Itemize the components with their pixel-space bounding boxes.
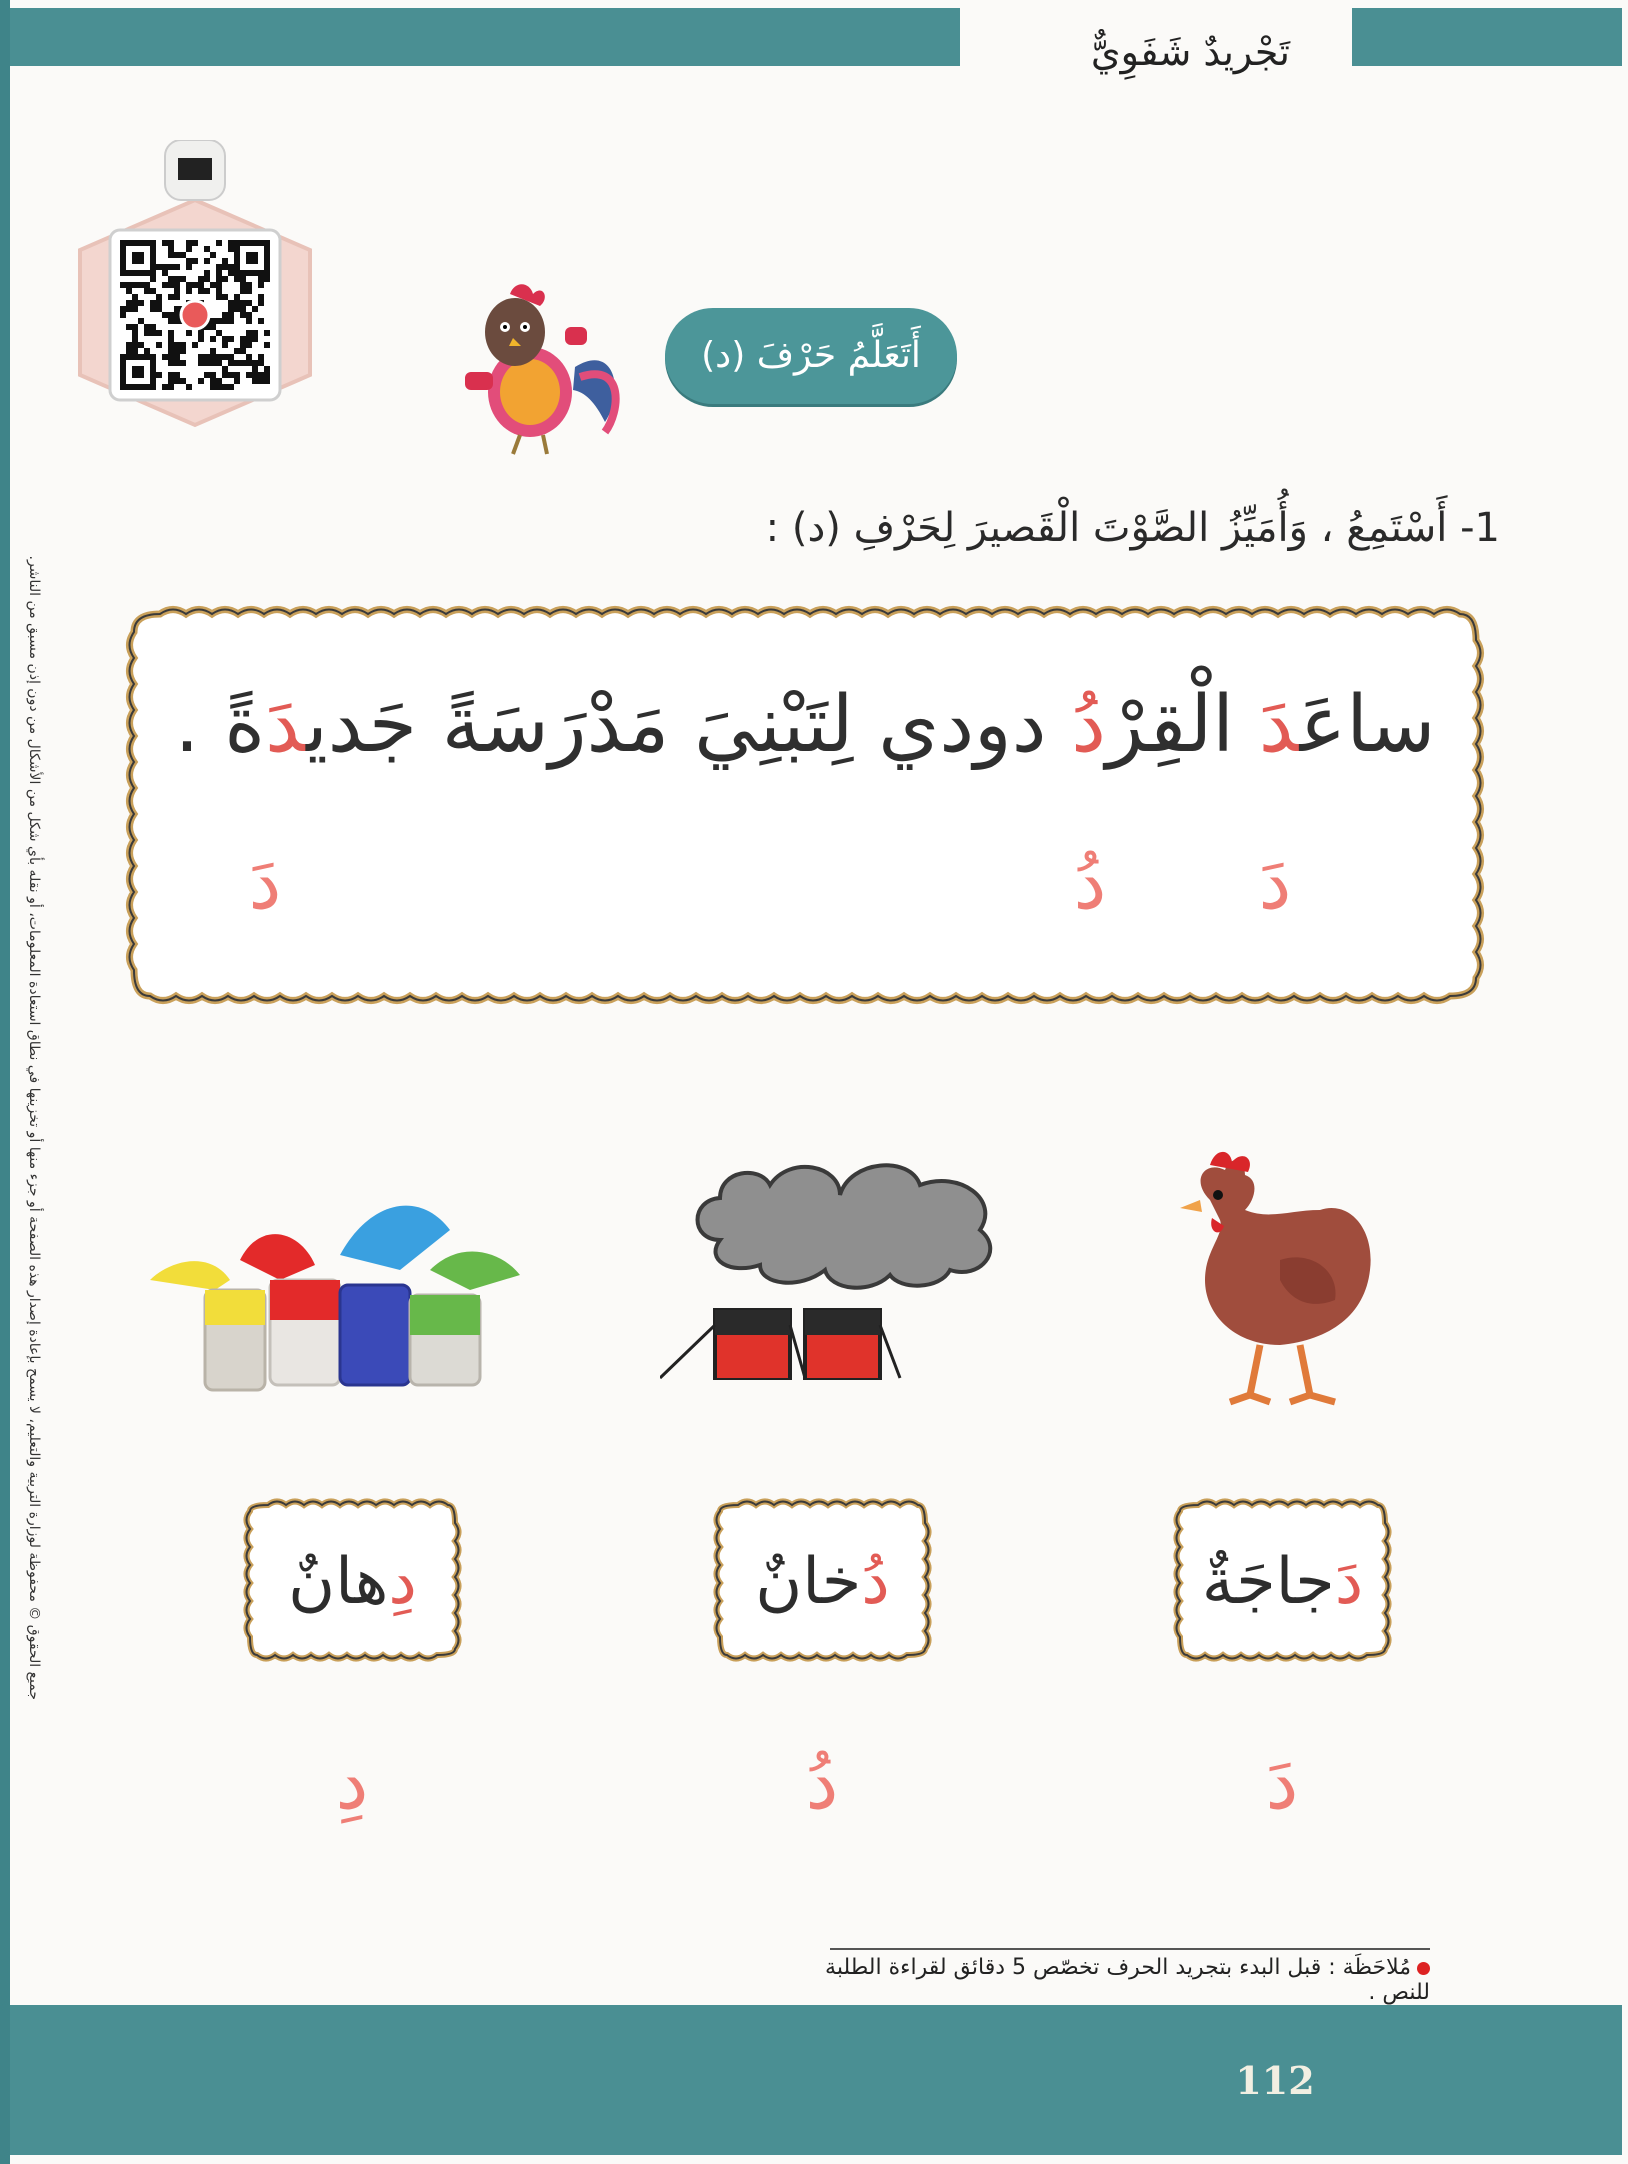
rooster-mascot-illustration [455,272,630,457]
sentence-part: سا [1346,680,1436,770]
word-rest: جاجَةٌ [1201,1545,1335,1619]
copyright-side-text [18,500,44,1700]
header-bar-right [1352,8,1622,66]
sentence-part: دودي لِتَبْنِيَ مَدْرَسَةً جَدي [306,680,1072,770]
teacher-note [820,1955,1430,2005]
page-number: 112 [1235,2058,1315,2103]
header-bar-left [10,8,960,66]
bullet-icon [1417,1962,1430,1975]
word-rest: خانٌ [755,1545,862,1619]
footer-bar [10,2005,1622,2155]
word-first-letter: دَ [1334,1545,1364,1619]
reading-sentence [160,680,1450,770]
sentence-part: ةً . [174,680,266,770]
highlighted-letter: دَ [1258,680,1300,770]
page-title: تَجْريدٌ شَفَوِيٌّ [1090,30,1290,74]
lesson-title-label: أَتَعَلَّمُ حَرْفَ (د) [701,335,921,376]
note-text: مُلاحَظَة : قبل البدء بتجريد الحرف تخصّص 5 دقائق لقراءة الطلبة للنص . [825,1955,1430,2005]
note-divider [830,1948,1430,1950]
word-smoke [710,1545,935,1619]
word-letter-marker: دُ [805,1740,839,1826]
word-rest: هانٌ [288,1545,389,1619]
side-strip [0,0,10,2164]
sentence-part: الْقِرْ [1105,680,1259,770]
qr-code-badge[interactable] [60,140,330,430]
paint-cans-illustration [130,1170,540,1400]
hen-illustration [1150,1140,1390,1420]
sentence-frame [120,600,1490,1010]
copyright-text: جميع الحقوق © محفوظة لوزارة التربية والتعليم، لا يسمح بإعادة إصدار هذه الصفحة أو جزء منها أو تخزينها في نطاق استعادة المعلومات، أو نقله بأي شكل من الأشكال من دون إذن مسبق من الناشر. [26,555,42,1700]
word-hen [1170,1545,1395,1619]
sentence-part: عَ [1299,680,1347,770]
smoke-chimneys-illustration [660,1150,1010,1380]
word-first-letter: دِ [388,1545,417,1619]
sentence-letter-marker: دَ [1258,840,1292,926]
highlighted-letter: دُ [1071,680,1106,770]
lesson-title-pill [665,308,957,404]
highlighted-letter: دَ [265,680,307,770]
sentence-letter-marker: دُ [1073,840,1107,926]
exercise-instruction: 1- أَسْتَمِعُ ، وَأُمَيِّزُ الصَّوْتَ الْقَصيرَ لِحَرْفِ (د) : [765,505,1500,551]
video-icon [178,158,212,180]
word-first-letter: دُ [861,1545,890,1619]
word-letter-marker: دَ [1265,1740,1299,1826]
sentence-letter-marker: دَ [248,840,282,926]
word-paint [240,1545,465,1619]
word-letter-marker: دِ [335,1740,369,1826]
